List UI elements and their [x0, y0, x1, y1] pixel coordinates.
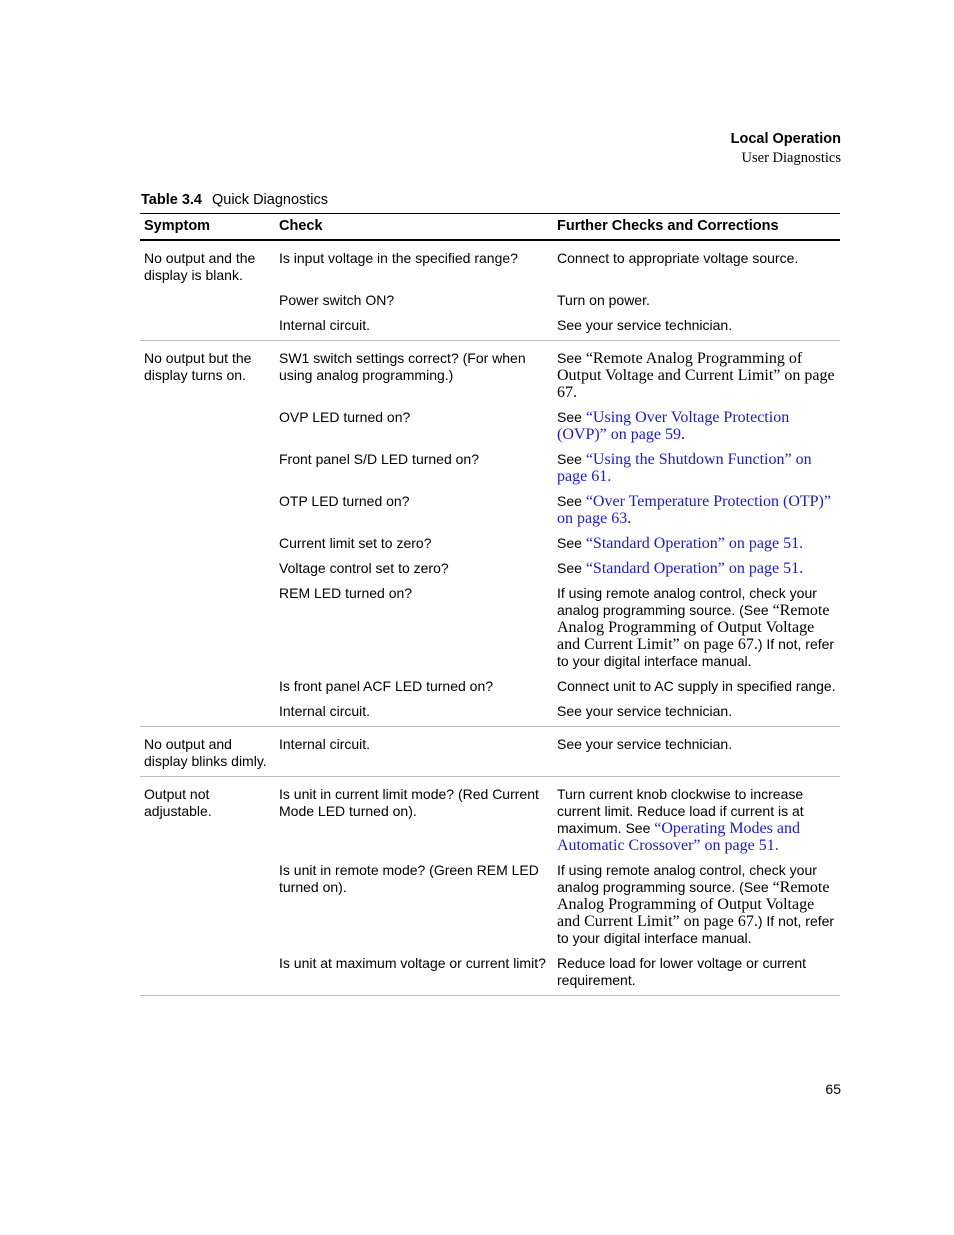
check-cell: Is unit in remote mode? (Green REM LED turned on). [279, 862, 539, 895]
correction-text: Connect to appropriate voltage source. [557, 250, 799, 266]
running-header-title: Local Operation [730, 131, 841, 147]
table-row [140, 449, 840, 491]
correction-text: ) If not, refer to your digital interface manual. [557, 913, 835, 946]
correction-text: See your service technician. [557, 317, 733, 333]
further-checks-cell [553, 240, 840, 290]
check-cell: Internal circuit. [275, 727, 553, 777]
check-cell: OVP LED turned on? [279, 409, 411, 425]
correction-text: See [557, 409, 586, 425]
table-row [140, 953, 840, 996]
check-cell: Voltage control set to zero? [279, 560, 449, 576]
correction-text: See [557, 535, 586, 551]
correction-text: See [557, 493, 586, 509]
table-row [140, 727, 840, 777]
cross-reference-link[interactable]: “Operating Modes and Automatic Crossover” on page 51. [557, 820, 800, 854]
column-header-further-checks: Further Checks and Corrections [553, 214, 840, 241]
further-checks-cell [553, 701, 840, 727]
table-row [140, 860, 840, 953]
table-row [140, 676, 840, 701]
further-checks-cell [553, 777, 840, 861]
cross-reference-text: “Remote Analog Programming of Output Voltage and Current Limit” on page 67. [557, 602, 830, 653]
symptom-cell: No output but the display turns on. [144, 350, 252, 383]
cross-reference-link[interactable]: “Standard Operation” on page 51. [585, 535, 804, 552]
further-checks-cell [553, 953, 840, 996]
page-number: 65 [825, 1081, 841, 1097]
check-cell: Is input voltage in the specified range? [279, 250, 518, 266]
symptom-cell [140, 449, 275, 491]
table-row [140, 777, 840, 861]
symptom-cell [140, 315, 275, 341]
correction-text: If using remote analog control, check your analog programming source. (See [557, 862, 817, 895]
symptom-cell [140, 558, 275, 583]
column-header-check: Check [275, 214, 553, 241]
cross-reference-text: . [680, 426, 685, 443]
check-cell: Is unit at maximum voltage or current limit? [275, 953, 553, 996]
further-checks-cell [553, 315, 840, 341]
correction-text: Reduce load for lower voltage or current requirement. [557, 955, 807, 988]
correction-text: Turn current knob clockwise to increase current limit. Reduce load if current is at maximum. See [557, 786, 804, 836]
table-row [140, 583, 840, 676]
table-caption-label: Table 3.4 [141, 192, 202, 208]
check-cell: Internal circuit. [275, 701, 553, 727]
table-row [140, 240, 840, 290]
correction-text: ) If not, refer to your digital interface manual. [557, 636, 835, 669]
check-cell: Is front panel ACF LED turned on? [279, 678, 494, 694]
symptom-cell [140, 860, 275, 953]
table-caption-text: Quick Diagnostics [211, 192, 329, 208]
further-checks-cell [553, 583, 840, 676]
table-row [140, 491, 840, 533]
further-checks-cell [553, 407, 840, 449]
cross-reference-text: . [627, 510, 632, 527]
further-checks-cell [553, 341, 840, 408]
check-cell: SW1 switch settings correct? (For when using analog programming.) [279, 350, 526, 383]
correction-text: See [557, 350, 586, 366]
further-checks-cell [553, 860, 840, 953]
further-checks-cell [553, 449, 840, 491]
table-row [140, 341, 840, 408]
symptom-cell [140, 407, 275, 449]
running-header-subtitle: User Diagnostics [741, 150, 841, 166]
quick-diagnostics-table [140, 213, 840, 996]
further-checks-cell [553, 491, 840, 533]
symptom-cell: No output and the display is blank. [144, 250, 256, 283]
cross-reference-text: “Remote Analog Programming of Output Voltage and Current Limit” on page 67. [557, 879, 830, 930]
symptom-cell: No output and display blinks dimly. [140, 727, 275, 777]
symptom-cell [140, 583, 275, 676]
cross-reference-link[interactable]: “Over Temperature Protection (OTP)” on page 63 [557, 493, 831, 527]
further-checks-cell [553, 290, 840, 315]
correction-text: See [557, 560, 586, 576]
correction-text: Turn on power. [557, 292, 650, 308]
table-row [140, 701, 840, 727]
diagnostics-table-container [140, 213, 840, 996]
cross-reference-link[interactable]: “Using the Shutdown Function” on page 61. [557, 451, 812, 485]
table-row [140, 558, 840, 583]
table-row [140, 533, 840, 558]
symptom-cell: Output not adjustable. [144, 786, 212, 819]
table-caption [141, 192, 328, 208]
table-row [140, 315, 840, 341]
cross-reference-link[interactable]: “Standard Operation” on page 51. [585, 560, 804, 577]
table-body [140, 240, 840, 996]
symptom-cell [140, 676, 275, 701]
symptom-cell [140, 533, 275, 558]
check-cell: Power switch ON? [279, 292, 395, 308]
further-checks-cell [553, 727, 840, 777]
table-header-row [140, 214, 840, 241]
correction-text: See [557, 451, 586, 467]
cross-reference-link[interactable]: “Using Over Voltage Protection (OVP)” on page 59 [557, 409, 790, 443]
symptom-cell [140, 290, 275, 315]
cross-reference-text: “Remote Analog Programming of Output Voltage and Current Limit” on page 67. [557, 350, 835, 401]
further-checks-cell [553, 533, 840, 558]
further-checks-cell [553, 676, 840, 701]
check-cell: REM LED turned on? [279, 585, 413, 601]
check-cell: Is unit in current limit mode? (Red Current Mode LED turned on). [279, 786, 539, 819]
check-cell: Internal circuit. [275, 315, 553, 341]
symptom-cell [140, 701, 275, 727]
check-cell: Current limit set to zero? [279, 535, 432, 551]
check-cell: OTP LED turned on? [279, 493, 410, 509]
correction-text: See your service technician. [557, 703, 733, 719]
table-row [140, 407, 840, 449]
further-checks-cell [553, 558, 840, 583]
check-cell: Front panel S/D LED turned on? [279, 451, 480, 467]
correction-text: If using remote analog control, check your analog programming source. (See [557, 585, 817, 618]
symptom-cell [140, 491, 275, 533]
correction-text: Connect unit to AC supply in specified range. [557, 678, 836, 694]
symptom-cell [140, 953, 275, 996]
column-header-symptom: Symptom [140, 214, 275, 241]
table-row [140, 290, 840, 315]
correction-text: See your service technician. [557, 736, 733, 752]
